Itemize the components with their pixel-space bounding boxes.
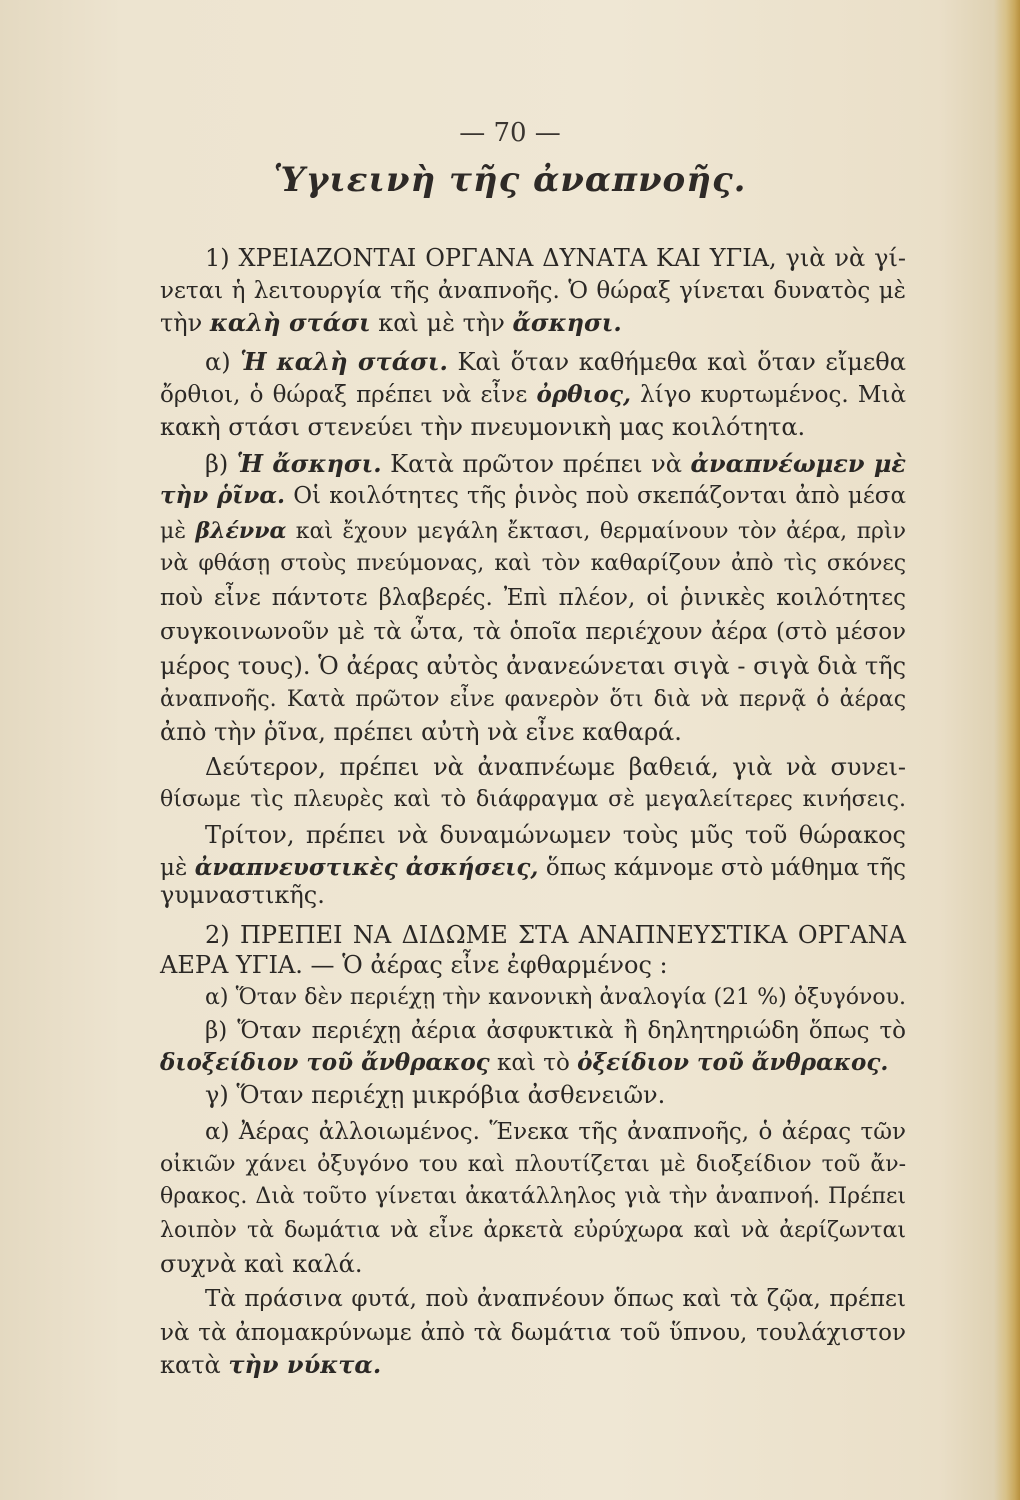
text-run: ΑΕΡΑ ΥΓΙΑ. — Ὁ ἀέρας εἶνε ἐφθαρμένος : [160, 951, 668, 979]
text-line [160, 717, 682, 747]
text-line [160, 1249, 362, 1279]
text-run: ὄρθιοι, ὁ θώραξ πρέπει νὰ εἶνε [160, 382, 537, 408]
text-run: β) Ὅταν περιέχῃ ἀέρια ἀσφυκτικὰ ἢ δηλητηριώδη ὅπως τὸ [205, 1018, 907, 1044]
text-line [160, 617, 906, 647]
text-run: μὲ [160, 519, 196, 544]
text-line [205, 920, 906, 950]
text-run: α) Ὅταν δὲν περιέχῃ τὴν κανονικὴ ἀναλογία (21 %) ὀξυγόνου. [205, 985, 906, 1010]
text-run: 1) ΧΡΕΙΑΖΟΝΤΑΙ ΟΡΓΑΝΑ ΔΥΝΑΤΑ ΚΑΙ ΥΓΙΑ, γιὰ νὰ γί- [205, 244, 907, 272]
text-run: ἀναπνοῆς. Κατὰ πρῶτον εἶνε φανερὸν ὅτι διὰ νὰ περνᾷ ὁ ἀέρας [160, 687, 907, 712]
text-run: 2) ΠΡΕΠΕΙ ΝΑ ΔΙΔΩΜΕ ΣΤΑ ΑΝΑΠΝΕΥΣΤΙΚΑ ΟΡΓΑΝΑ [205, 921, 906, 949]
text-line [160, 1350, 381, 1380]
text-line [205, 243, 906, 273]
text-run: καὶ τὸ [489, 1050, 578, 1076]
page-number: — 70 — [459, 118, 561, 148]
text-run: λοιπὸν τὰ δωμάτια νὰ εἶνε ἀρκετὰ εὐρύχωρα καὶ νὰ ἀερίζωνται [160, 1218, 906, 1243]
text-line [160, 549, 906, 579]
text-run: γυμναστικῆς. [160, 881, 325, 909]
text-run: ἀπὸ τὴν ῥῖνα, πρέπει αὐτὴ νὰ εἶνε καθαρά. [160, 718, 682, 746]
text-line [205, 1117, 906, 1147]
emphasis-text: τὴν νύκτα. [228, 1350, 382, 1379]
text-run: συγκοινωνοῦν μὲ τὰ ὦτα, τὰ ὁποῖα περιέχουν ἀέρα (στὸ μέσον [160, 619, 907, 645]
text-run: Καὶ ὅταν καθήμεθα καὶ ὅταν εἴμεθα [447, 348, 906, 376]
text-line [160, 853, 906, 883]
text-line [160, 950, 668, 980]
text-line [160, 1216, 906, 1246]
text-run: νὰ φθάσῃ στοὺς πνεύμονας, καὶ τὸν καθαρίζουν ἀπὸ τὶς σκόνες [160, 551, 907, 576]
page-edge [994, 0, 1020, 1500]
text-run: μέρος τους). Ὁ ἀέρας αὐτὸς ἀνανεώνεται σιγὰ - σιγὰ διὰ τῆς [160, 652, 907, 680]
text-run: ποὺ εἶνε πάντοτε βλαβερές. Ἐπὶ πλέον, οἱ ῥινικὲς κοιλότητες [160, 585, 906, 611]
emphasis-text: βλέννα [195, 518, 287, 544]
text-line [205, 983, 906, 1013]
text-line [205, 752, 906, 782]
text-line [160, 308, 622, 338]
text-line [160, 880, 325, 910]
text-run: Κατὰ πρῶτον πρέπει νὰ [381, 450, 691, 478]
text-run: θίσωμε τὶς πλευρὲς καὶ τὸ διάφραγμα σὲ μεγαλείτερες κινήσεις. [160, 787, 906, 812]
text-line [160, 380, 906, 410]
text-line [160, 785, 906, 815]
text-run: νεται ἡ λειτουργία τῆς ἀναπνοῆς. Ὁ θώραξ γίνεται δυνατὸς μὲ [160, 278, 906, 304]
text-line [205, 347, 906, 377]
text-line [160, 481, 906, 511]
text-line [160, 583, 906, 613]
emphasis-text: Ἡ ἄσκησι. [236, 449, 382, 478]
text-run: μὲ [160, 855, 195, 881]
section-title: Ὑγιεινὴ τῆς ἀναπνοῆς. [273, 160, 747, 200]
text-run: οἰκιῶν χάνει ὀξυγόνο του καὶ πλουτίζεται μὲ διοξείδιον τοῦ ἄν- [160, 1152, 907, 1177]
text-line [160, 412, 805, 442]
text-run: κατὰ [160, 1351, 229, 1379]
text-line [205, 820, 906, 850]
text-run: Οἱ κοιλότητες τῆς ῥινὸς ποὺ σκεπάζονται ἀπὸ μέσα [285, 483, 906, 509]
emphasis-text: ὀξείδιον τοῦ ἄνθρακος. [577, 1049, 889, 1076]
text-line [160, 516, 906, 547]
text-run: Τρίτον, πρέπει νὰ δυναμώνωμεν τοὺς μῦς τοῦ θώρακος [205, 821, 906, 849]
text-line [205, 1080, 665, 1110]
text-line [205, 1016, 906, 1046]
text-line [205, 1284, 906, 1314]
text-run: γ) Ὅταν περιέχῃ μικρόβια ἀσθενειῶν. [205, 1081, 666, 1109]
text-line [160, 276, 906, 306]
text-run: κακὴ στάσι στενεύει τὴν πνευμονικὴ μας κοιλότητα. [160, 413, 806, 441]
text-line [205, 449, 906, 479]
text-run: λίγο κυρτωμένος. Μιὰ [630, 382, 906, 408]
text-run: καὶ ἔχουν μεγάλη ἔκτασι, θερμαίνουν τὸν ἀέρα, πρὶν [286, 519, 906, 544]
emphasis-text: ὀρθιος, [536, 381, 631, 408]
text-line [160, 1150, 906, 1180]
text-line [160, 685, 906, 715]
text-line [160, 1048, 888, 1078]
emphasis-text: ἄσκησι. [512, 308, 622, 337]
text-run: θρακος. Διὰ τοῦτο γίνεται ἀκατάλληλος γιὰ τὴν ἀναπνοή. Πρέπει [160, 1184, 906, 1209]
text-run: συχνὰ καὶ καλά. [160, 1250, 363, 1278]
emphasis-text: ἀναπνευστικὲς ἀσκήσεις, [194, 854, 539, 881]
text-line [160, 1318, 906, 1348]
emphasis-text: διοξείδιον τοῦ ἄνθρακος [160, 1049, 490, 1076]
text-run: ὅπως κάμνομε στὸ μάθημα τῆς [538, 855, 906, 881]
text-run: Τὰ πράσινα φυτά, ποὺ ἀναπνέουν ὅπως καὶ τὰ ζῷα, πρέπει [205, 1286, 906, 1312]
text-line [160, 1182, 906, 1212]
text-run: τὴν [160, 309, 210, 337]
text-run: α) Ἀέρας ἀλλοιωμένος. Ἕνεκα τῆς ἀναπνοῆς, ὁ ἀέρας τῶν [205, 1119, 907, 1145]
emphasis-text: ἀναπνέωμεν μὲ [690, 449, 906, 478]
text-run: β) [205, 450, 237, 478]
emphasis-text: καλὴ στάσι [209, 308, 371, 337]
emphasis-text: τὴν ῥῖνα. [160, 482, 286, 509]
text-run: καὶ μὲ τὴν [370, 309, 513, 337]
emphasis-text: Ἡ καλὴ στάσι. [240, 347, 448, 376]
text-line [160, 651, 906, 681]
text-run: νὰ τὰ ἀπομακρύνωμε ἀπὸ τὰ δωμάτια τοῦ ὕπνου, τουλάχιστον [160, 1320, 906, 1346]
text-run: Δεύτερον, πρέπει νὰ ἀναπνέωμε βαθειά, γιὰ νὰ συνει- [205, 753, 907, 781]
text-run: α) [205, 348, 241, 376]
